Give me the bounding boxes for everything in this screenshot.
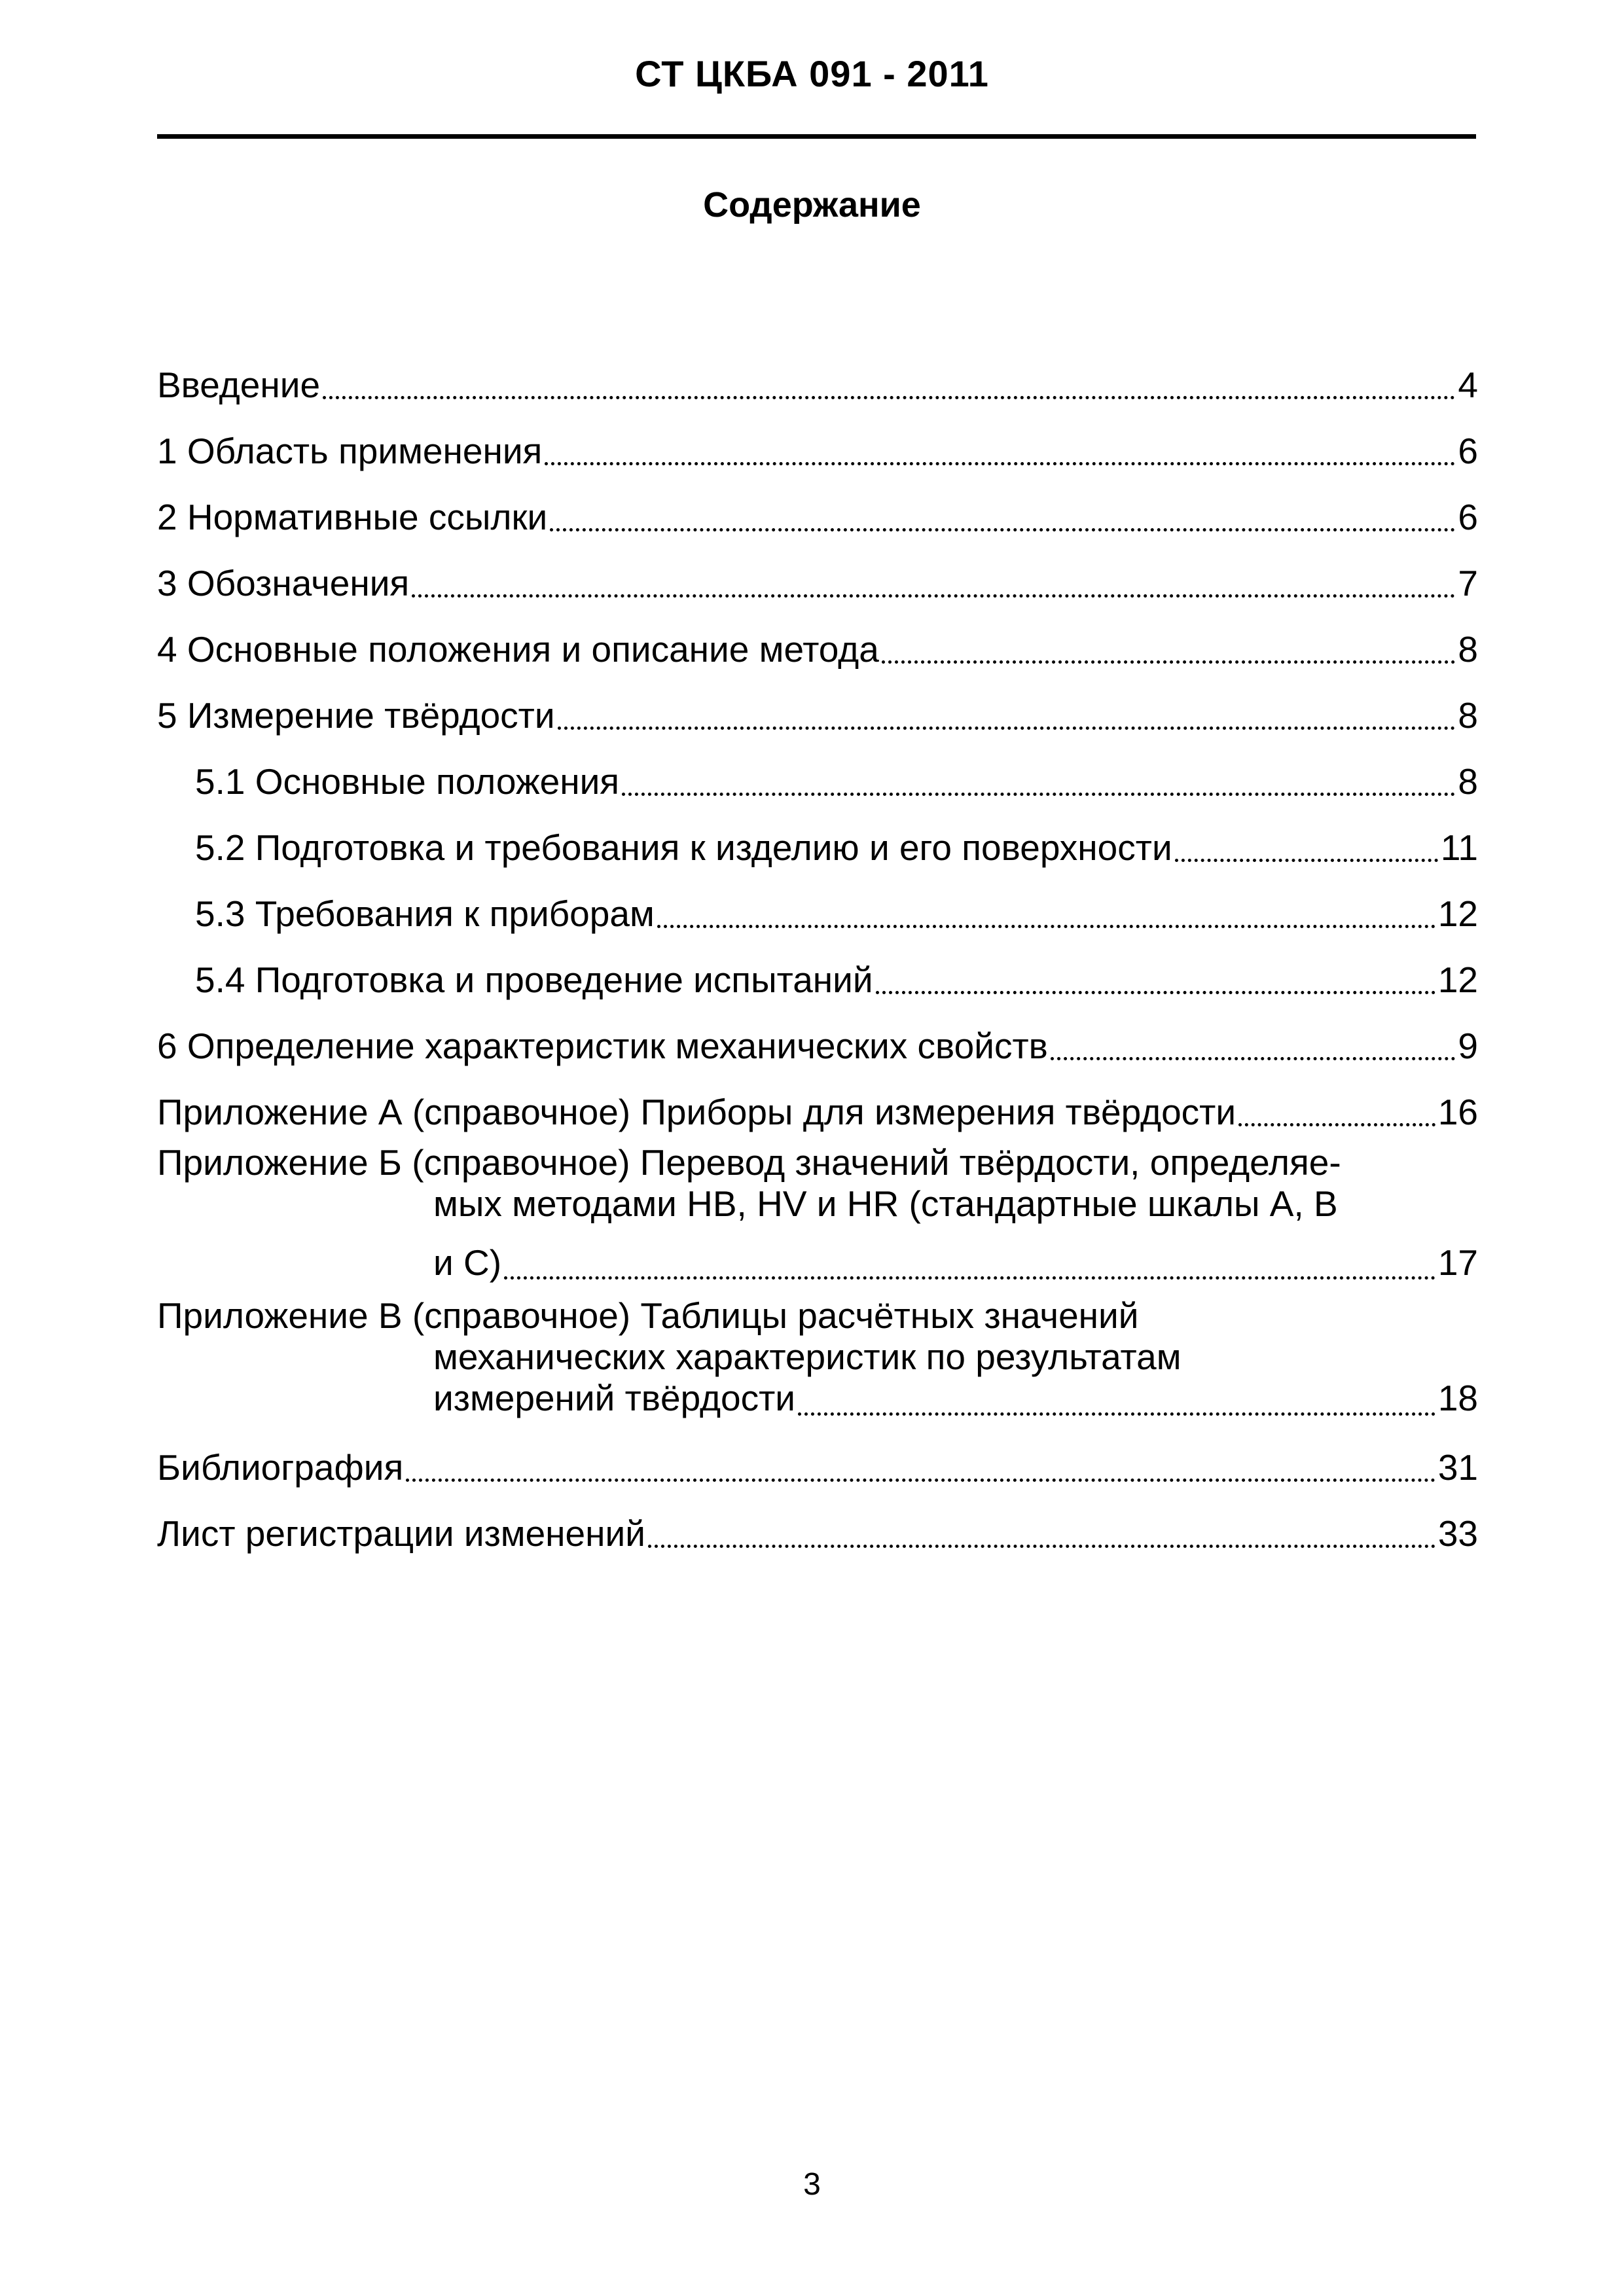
toc-entry-page: 31	[1437, 1446, 1478, 1488]
dot-leader	[648, 1545, 1435, 1548]
toc-entry-bibliography[interactable]	[157, 1420, 1478, 1486]
toc-entry-page: 6	[1458, 431, 1478, 471]
dot-leader	[876, 991, 1435, 994]
toc-entry-mechanical-properties[interactable]	[157, 998, 1478, 1064]
document-code: СТ ЦКБА 091 - 2011	[635, 53, 989, 94]
toc-entry-label: 1 Область применения	[157, 431, 543, 471]
toc-entry-label: 2 Нормативные ссылки	[157, 497, 548, 537]
dot-leader	[1051, 1057, 1456, 1060]
header-rule	[157, 134, 1476, 139]
toc-entry-label: Приложение В (справочное) Таблицы расчётных значений	[157, 1295, 1139, 1336]
dot-leader	[323, 396, 1455, 399]
toc-entry-label: 4 Основные положения и описание метода	[157, 629, 879, 670]
toc-entry-label: 5 Измерение твёрдости	[157, 695, 555, 736]
dot-leader	[1238, 1123, 1435, 1126]
toc-entry-change-log[interactable]	[157, 1486, 1478, 1552]
page-number: 3	[803, 2167, 821, 2202]
toc-title: Содержание	[703, 185, 921, 224]
toc-entry-page: 12	[1437, 893, 1478, 934]
toc-entry-label: 3 Обозначения	[157, 563, 410, 603]
dot-leader	[622, 793, 1455, 796]
toc-entry-5-1[interactable]	[157, 734, 1478, 800]
toc-entry-appendix-v[interactable]	[157, 1283, 1478, 1420]
toc-entry-hardness-measurement[interactable]	[157, 668, 1478, 734]
toc-entry-page: 8	[1458, 695, 1478, 736]
toc-entry-label: 5.1 Основные положения	[195, 761, 620, 802]
toc-entry-page: 16	[1437, 1092, 1478, 1132]
toc-entry-page: 12	[1437, 960, 1478, 1000]
toc-entry-label: Приложение Б (справочное) Перевод значений твёрдости, определяе-	[157, 1142, 1341, 1183]
dot-leader	[545, 462, 1455, 465]
dot-leader	[504, 1276, 1435, 1280]
toc-entry-5-2[interactable]	[157, 800, 1478, 866]
toc-entry-page: 17	[1437, 1242, 1478, 1283]
toc-entry-5-4[interactable]	[157, 932, 1478, 998]
toc-entry-introduction[interactable]	[157, 337, 1478, 403]
toc-entry-label-continued: и С)	[433, 1242, 502, 1283]
toc-entry-page: 18	[1437, 1378, 1478, 1419]
dot-leader	[1175, 859, 1438, 862]
toc-entry-appendix-b[interactable]	[157, 1130, 1478, 1283]
toc-entry-5-3[interactable]	[157, 866, 1478, 932]
toc-entry-page: 4	[1458, 365, 1478, 405]
toc-entry-label: Лист регистрации изменений	[157, 1513, 645, 1554]
dot-leader	[882, 660, 1456, 664]
toc-entry-normative-references[interactable]	[157, 469, 1478, 535]
toc-entry-method-description[interactable]	[157, 601, 1478, 668]
toc-entry-page: 7	[1458, 563, 1478, 603]
toc-entry-label: Библиография	[157, 1446, 404, 1488]
toc-entry-label: 5.2 Подготовка и требования к изделию и его поверхности	[195, 827, 1172, 868]
toc-entry-label: 5.3 Требования к приборам	[195, 893, 655, 934]
toc-entry-label: 6 Определение характеристик механических свойств	[157, 1026, 1048, 1066]
table-of-contents	[157, 337, 1478, 1552]
toc-entry-label: Приложение А (справочное) Приборы для измерения твёрдости	[157, 1092, 1236, 1132]
toc-entry-page: 8	[1458, 629, 1478, 670]
toc-entry-page: 8	[1458, 761, 1478, 802]
toc-entry-appendix-a[interactable]	[157, 1064, 1478, 1130]
toc-entry-page: 11	[1440, 827, 1478, 868]
toc-entry-label-continued: измерений твёрдости	[433, 1378, 796, 1419]
dot-leader	[558, 726, 1456, 730]
toc-entry-page: 33	[1437, 1513, 1478, 1554]
dot-leader	[798, 1412, 1435, 1416]
toc-entry-page: 9	[1458, 1026, 1478, 1066]
toc-entry-page: 6	[1458, 497, 1478, 537]
dot-leader	[406, 1479, 1435, 1482]
toc-entry-scope[interactable]	[157, 403, 1478, 469]
dot-leader	[550, 528, 1455, 531]
dot-leader	[412, 594, 1455, 598]
toc-entry-label-continued: механических характеристик по результатам	[433, 1336, 1182, 1377]
toc-entry-label: 5.4 Подготовка и проведение испытаний	[195, 960, 873, 1000]
toc-entry-designations[interactable]	[157, 535, 1478, 601]
dot-leader	[657, 925, 1435, 928]
toc-entry-label: Введение	[157, 365, 321, 405]
toc-entry-label-continued: мых методами HB, HV и HR (стандартные шкалы А, В	[433, 1183, 1338, 1225]
